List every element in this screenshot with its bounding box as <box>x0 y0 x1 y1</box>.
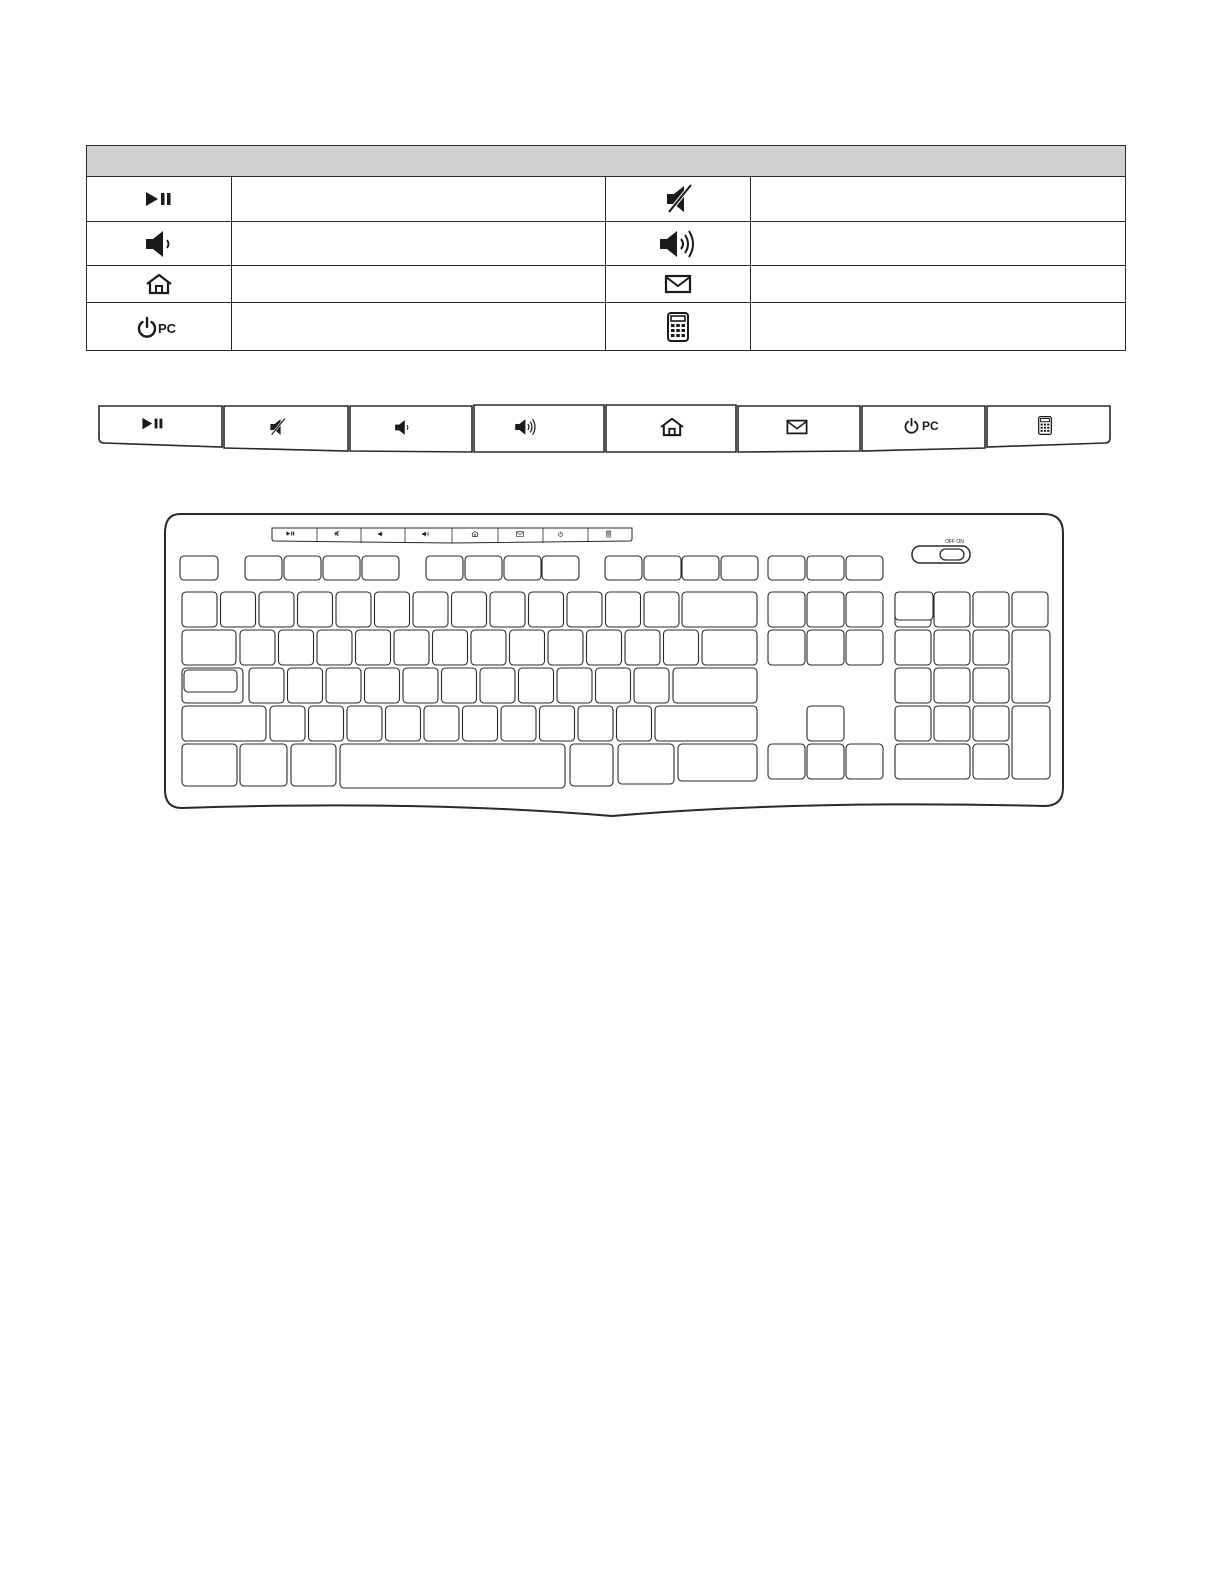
keyboard-key <box>471 630 506 665</box>
calculator-icon <box>606 303 751 351</box>
keyboard-key <box>768 556 805 580</box>
keyboard-key <box>606 592 641 627</box>
keyboard-key <box>240 630 275 665</box>
keyboard-key <box>768 744 805 779</box>
keyboard-key <box>895 668 931 703</box>
keyboard-key <box>644 592 679 627</box>
keyboard-key <box>934 592 970 627</box>
keyboard-key <box>240 744 287 786</box>
keyboard-key <box>542 556 579 580</box>
keyboard-key <box>452 592 487 627</box>
power-switch-label: OFF ON <box>945 539 964 545</box>
table-header <box>87 146 1126 177</box>
keyboard-key <box>309 706 344 741</box>
keyboard-key <box>807 556 844 580</box>
play-pause-icon <box>87 177 232 222</box>
home-description <box>232 266 606 303</box>
keyboard-key <box>424 706 459 741</box>
keyboard-key <box>501 706 536 741</box>
keyboard-key <box>596 668 631 703</box>
keyboard-key <box>570 744 613 786</box>
home-icon <box>87 266 232 303</box>
keyboard-key <box>182 706 266 741</box>
keyboard-key <box>326 668 361 703</box>
keyboard-key <box>634 668 669 703</box>
keyboard-key <box>510 630 545 665</box>
keyboard-key <box>394 630 429 665</box>
keyboard-key <box>259 592 294 627</box>
keyboard-key <box>895 592 933 620</box>
keyboard-key <box>768 592 805 627</box>
table-row <box>87 303 1126 351</box>
keyboard-key <box>682 556 719 580</box>
keyboard-key <box>463 706 498 741</box>
keyboard-key <box>323 556 360 580</box>
keyboard-key <box>182 630 236 665</box>
keyboard-key <box>807 706 844 741</box>
keyboard-key <box>1012 592 1048 627</box>
keyboard-key <box>846 556 883 580</box>
keyboard-key <box>245 556 282 580</box>
keyboard-key <box>1012 630 1050 703</box>
function-key-table <box>86 145 1126 351</box>
keyboard-key <box>846 744 883 779</box>
keyboard-key <box>934 668 970 703</box>
keyboard-key <box>284 556 321 580</box>
keyboard-key <box>973 630 1009 665</box>
mute-icon <box>606 177 751 222</box>
keyboard-key <box>895 706 931 741</box>
keyboard-key <box>895 630 931 665</box>
keyboard-key <box>567 592 602 627</box>
strip-key-volume-down <box>350 406 472 452</box>
keyboard-key <box>973 744 1009 779</box>
keyboard-key <box>375 592 410 627</box>
keyboard-key <box>768 630 805 665</box>
keyboard-key <box>288 668 323 703</box>
keyboard-key <box>184 670 237 692</box>
strip-key-volume-up <box>474 405 604 452</box>
keyboard-key <box>540 706 575 741</box>
strip-key-calculator <box>987 406 1110 447</box>
keyboard-key <box>644 556 681 580</box>
keyboard-key <box>846 592 883 627</box>
keyboard-key <box>182 592 217 627</box>
keyboard-key <box>587 630 622 665</box>
pc-label: PC <box>922 419 939 433</box>
keyboard-key <box>182 744 237 786</box>
keyboard-key <box>973 592 1009 627</box>
power-switch-knob <box>940 549 964 560</box>
mail-icon <box>606 266 751 303</box>
table-row <box>87 222 1126 266</box>
volume-up-description <box>751 222 1126 266</box>
keyboard-key <box>413 592 448 627</box>
keyboard-key <box>548 630 583 665</box>
keyboard-key <box>336 592 371 627</box>
keyboard-key <box>180 556 218 580</box>
keyboard-key <box>807 592 844 627</box>
keyboard-key <box>673 668 757 703</box>
keyboard-key <box>480 668 515 703</box>
mail-description <box>751 266 1126 303</box>
keyboard-key <box>426 556 463 580</box>
keyboard-key <box>702 630 757 665</box>
keyboard-key <box>529 592 564 627</box>
keyboard-diagram <box>160 508 1070 820</box>
media-key-strip <box>96 402 1116 456</box>
table-row <box>87 177 1126 222</box>
keyboard-key <box>270 706 305 741</box>
keyboard-key <box>356 630 391 665</box>
keyboard-key <box>678 744 757 781</box>
keyboard-key <box>403 668 438 703</box>
keyboard-key <box>386 706 421 741</box>
keyboard-key <box>625 630 660 665</box>
strip-key-mute <box>224 406 348 451</box>
pc-power-icon <box>87 303 232 351</box>
keyboard-key <box>1012 706 1050 779</box>
keyboard-key <box>519 668 554 703</box>
keyboard-key <box>291 744 336 786</box>
keyboard-key <box>664 630 699 665</box>
pc-power-description <box>232 303 606 351</box>
keyboard-key <box>655 706 757 741</box>
keyboard-key <box>249 668 284 703</box>
keyboard-key <box>807 630 844 665</box>
keyboard-key <box>221 592 256 627</box>
keyboard-key <box>433 630 468 665</box>
strip-key-mail <box>738 406 860 452</box>
keyboard-key <box>578 706 613 741</box>
keyboard-key <box>617 706 652 741</box>
keyboard-key <box>618 744 674 784</box>
keyboard-key <box>895 744 970 779</box>
keyboard-key <box>442 668 477 703</box>
keyboard-key <box>682 592 757 627</box>
mute-description <box>751 177 1126 222</box>
keyboard-key <box>504 556 541 580</box>
keyboard-key <box>557 668 592 703</box>
keyboard-key <box>362 556 399 580</box>
volume-down-icon <box>87 222 232 266</box>
keyboard-key <box>721 556 758 580</box>
keyboard-key <box>934 630 970 665</box>
keyboard-key <box>340 744 565 788</box>
keyboard-key <box>298 592 333 627</box>
keyboard-key <box>465 556 502 580</box>
keyboard-key <box>490 592 525 627</box>
keyboard-key <box>279 630 314 665</box>
keyboard-key <box>973 668 1009 703</box>
play-pause-description <box>232 177 606 222</box>
table-row <box>87 266 1126 303</box>
keyboard-key <box>317 630 352 665</box>
keyboard-key <box>846 630 883 665</box>
keyboard-key <box>807 744 844 779</box>
volume-down-description <box>232 222 606 266</box>
keyboard-key <box>973 706 1009 741</box>
keyboard-key <box>347 706 382 741</box>
keyboard-key <box>934 706 970 741</box>
keyboard-key <box>605 556 642 580</box>
keyboard-key <box>365 668 400 703</box>
volume-up-icon <box>606 222 751 266</box>
calculator-description <box>751 303 1126 351</box>
table-header-row <box>87 146 1126 177</box>
pc-label: PC <box>158 320 177 336</box>
